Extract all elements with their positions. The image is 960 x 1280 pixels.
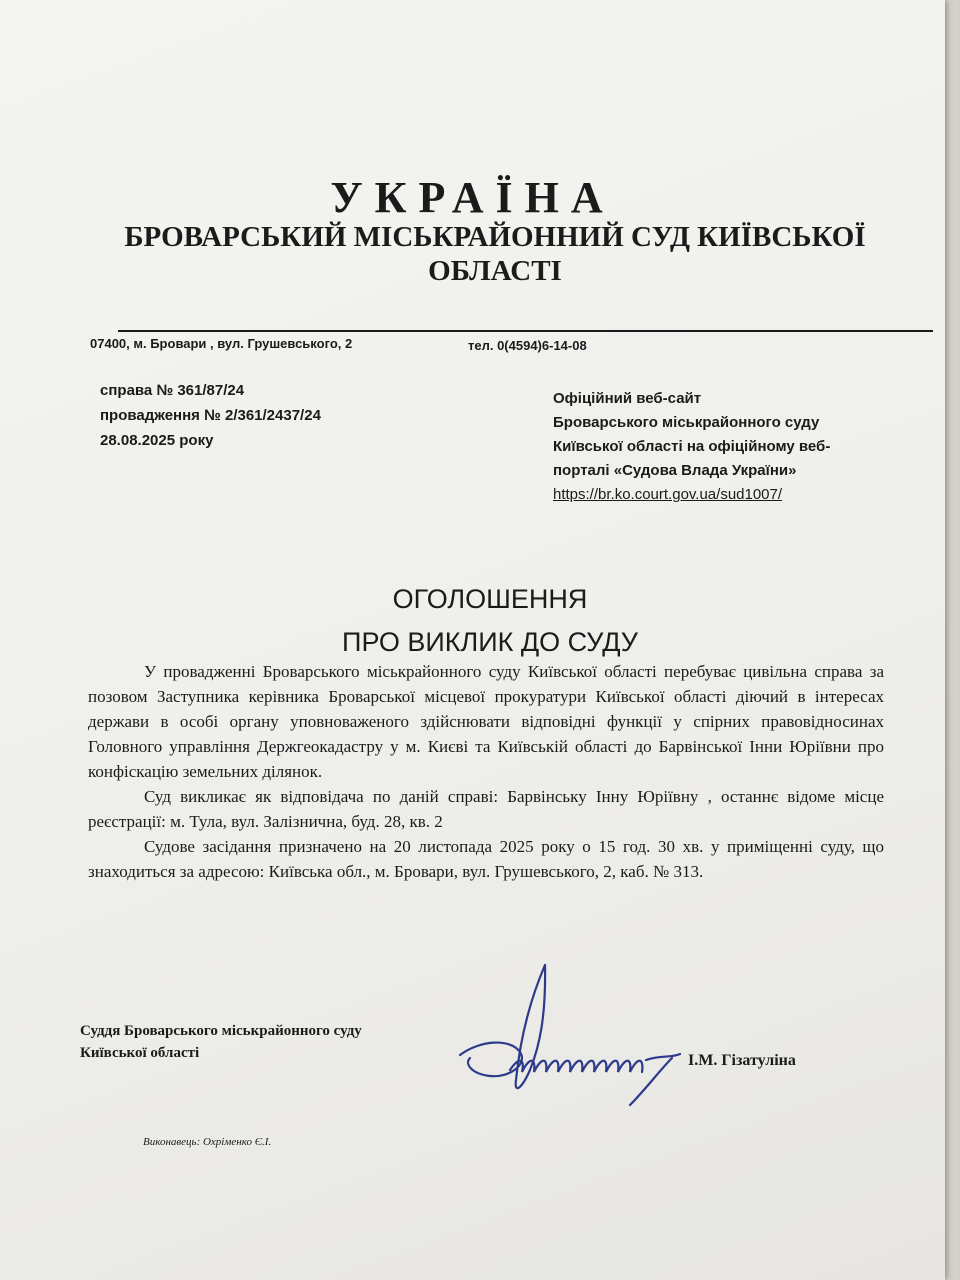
header-divider <box>118 330 933 332</box>
website-line2: Броварського міськрайонного суду <box>553 414 820 431</box>
court-address: 07400, м. Бровари , вул. Грушевського, 2 <box>90 336 353 351</box>
judge-title-line2: Київської області <box>80 1045 200 1061</box>
judge-title-line1: Суддя Броварського міськрайонного суду <box>80 1023 362 1039</box>
notice-title <box>0 578 960 664</box>
judge-signature <box>450 960 710 1120</box>
website-line1: Офіційний веб-сайт <box>553 390 702 407</box>
executor-note: Виконавець: Охріменко Є.І. <box>143 1136 272 1148</box>
court-name-line1: БРОВАРСЬКИЙ МІСЬКРАЙОННИЙ СУД КИЇВСЬКОЇ <box>124 221 866 253</box>
website-line4: порталі «Судова Влада України» <box>553 462 797 479</box>
notice-title-line1: ОГОЛОШЕННЯ <box>392 584 588 614</box>
case-details <box>100 378 321 453</box>
website-url-link[interactable]: https://br.ko.court.gov.ua/sud1007/ <box>553 486 783 503</box>
court-name-line2: ОБЛАСТІ <box>428 255 562 287</box>
body-paragraph-summons: Суд викликає як відповідача по даній справі: Барвінську Інну Юріївну , останнє відоме місце реєстрації: м. Тула, вул. Залізнична, буд. 28, кв. 2 <box>88 787 884 831</box>
document-date: 28.08.2025 року <box>100 432 214 449</box>
court-phone: тел. 0(4594)6-14-08 <box>468 338 587 353</box>
country-heading: УКРАЇНА <box>330 173 615 222</box>
case-number: справа № 361/87/24 <box>100 382 245 399</box>
website-line3: Київської області на офіційному веб- <box>553 438 831 455</box>
notice-body <box>88 659 884 884</box>
body-paragraph-case: У провадженні Броварського міськрайонного суду Київської області перебуває цивільна справа за позовом Заступника керівника Броварської місцевої прокуратури Київської області діючий в інтересах держави в особі органу уповноваженого здійснювати відповідні функції у спірних правовідносинах Головного управління Держгеокадастру у м. Києві та Київській області до Барвінської Інни Юріївни про конфіскацію земельних ділянок. <box>88 662 884 781</box>
website-info <box>553 387 830 507</box>
body-paragraph-hearing: Судове засідання призначено на 20 листопада 2025 року о 15 год. 30 хв. у приміщенні суду, що знаходиться за адресою: Київська обл., м. Бровари, вул. Грушевського, 2, каб. № 313. <box>88 837 884 881</box>
court-name <box>100 220 890 288</box>
proceeding-number: провадження № 2/361/2437/24 <box>100 407 321 424</box>
judge-title <box>80 1020 362 1064</box>
judge-name: І.М. Гізатуліна <box>688 1052 796 1069</box>
notice-title-line2: ПРО ВИКЛИК ДО СУДУ <box>342 627 638 657</box>
